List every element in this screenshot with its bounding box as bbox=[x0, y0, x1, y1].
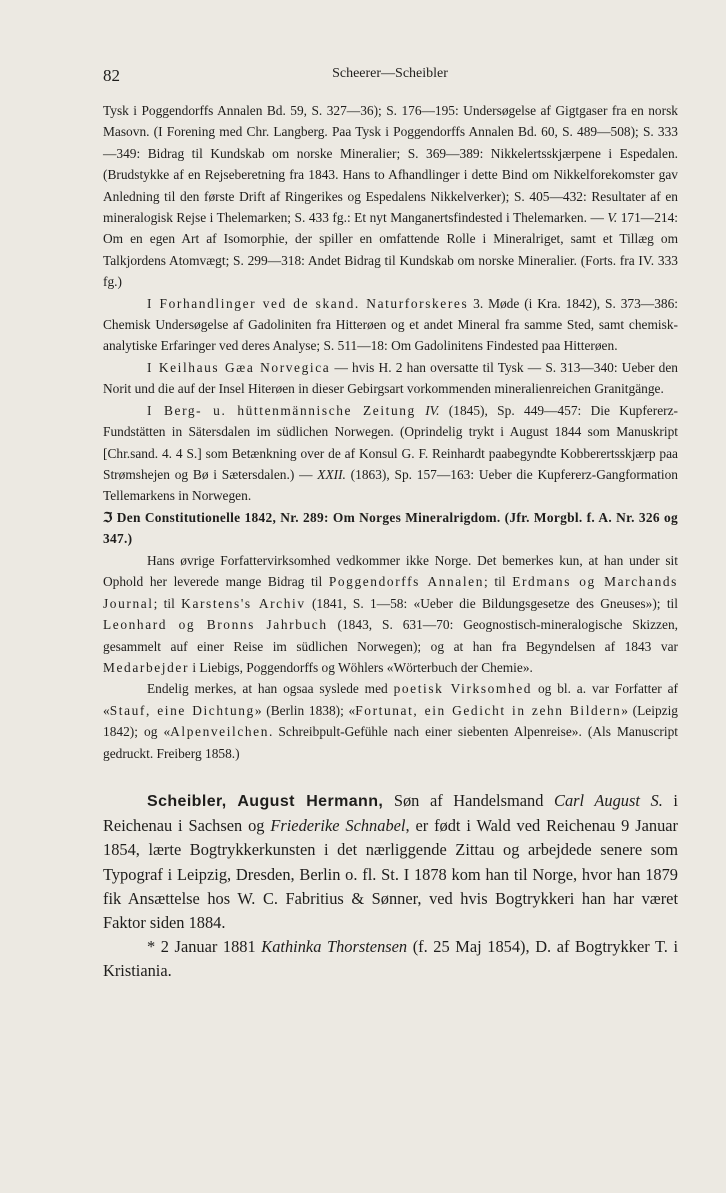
page-body bbox=[103, 100, 678, 984]
running-header bbox=[103, 66, 677, 88]
fraktur-citation: ℑ Den Constitutionelle 1842, Nr. 289: Om Norges Mineralrigdom. (Jfr. Morgbl. f. A. Nr. 326 og 347.) bbox=[103, 509, 678, 547]
running-title: Scheerer—Scheibler bbox=[332, 66, 448, 81]
mother-name: Friederike Schnabel bbox=[270, 816, 406, 836]
entry-headword: Scheibler, August Hermann, bbox=[147, 792, 384, 810]
page-number: 82 bbox=[103, 66, 120, 85]
father-name: Carl August S. bbox=[554, 790, 663, 810]
paragraph-poetic-works: Endelig merkes, at han ogsaa syslede med poetisk Virksomhed og bl. a. var Forfatter af «Stauf, eine Dichtung» (Berlin 1838); «Fortunat, ein Gedicht in zehn Bildern» (Leipzig 1842); og «Alpenveilchen. Schreibpult-Gefühle nach einer siebenten Alpenreise». (Als Manuscript gedruckt. Freiberg 1858.) bbox=[103, 681, 678, 761]
paragraph-publications-list: Tysk i Poggendorffs Annalen Bd. 59, S. 327—36); S. 176—195: Undersøgelse af Gigtgaser fra en norsk Masovn. (I Forening med Chr. Langberg. Paa Tysk i Poggendorffs Annalen Bd. 60, S. 489—508); S. 333—349: Bidrag til Kundskab om norske Mineralier; S. 369—389: Nikkelertsskjærpene i Espedalen. (Brudstykke af en Rejseberetning fra 1843. Hans to Afhandlinger i dette Bind om Nikkelforekomster gav Anledning til den første Drift af Ringerikes og Espedalens Nikkelverker); S. 405—432: Resultater af en mineralogisk Rejse i Thelemarken; S. 433 fg.: Et nyt Manganertsfindested i Thelemarken. — V. 171—214: Om en egen Art af Isomorphie, der spiller en omfattende Rolle i Mineralriget, samt et Tillæg om Talkjordens Atomvægt; S. 299—318: Andet Bidrag til Kundskab om norske Mineralier. (Forts. fra IV. 333 fg.) bbox=[103, 103, 678, 290]
paragraph-gaea-norvegica: I Keilhaus Gæa Norvegica — hvis H. 2 han oversatte til Tysk — S. 313—340: Ueber den Norit und die auf der Insel Hiterøen in dieser Gebirgsart vorkommenden mineralienreichen Granitgänge. bbox=[103, 359, 678, 397]
biography-entry-scheibler bbox=[103, 789, 678, 984]
paragraph-other-works: Hans øvrige Forfattervirksomhed vedkommer ikke Norge. Det bemerkes kun, at han under sit Ophold her leverede mange Bidrag til Poggendorffs Annalen; til Erdmans og Marchands Journal; til Karstens's Archiv (1841, S. 1—58: «Ueber die Bildungsgesetze des Gneuses»); til Leonhard og Bronns Jahrbuch (1843, S. 631—70: Geognostisch-mineralogische Skizzen, gesammelt auf einer Reise im südlichen Norwegen); og at han fra Begyndelsen af 1843 var Medarbejder i Liebigs, Poggendorffs og Wöhlers «Wörterbuch der Chemie». bbox=[103, 552, 678, 675]
entry-paragraph: Scheibler, August Hermann, Søn af Handelsmand Carl August S. i Reichenau i Sachsen og Friederike Schnabel, er født i Wald ved Reichenau 9 Januar 1854, lærte Bogtrykkerkunsten i det nærliggende Zittau og arbejdede senere som Typograf i Leipzig, Dresden, Berlin o. fl. St. I 1878 kom han til Norge, hvor han 1879 fik Ansættelse hos W. C. Fabritius & Sønner, ved hvis Bogtrykkeri han har været Faktor siden 1884. bbox=[103, 790, 678, 932]
entry-marriage: * 2 Januar 1881 Kathinka Thorstensen (f. 25 Maj 1854), D. af Bogtrykker T. i Kristiania. bbox=[103, 937, 678, 981]
spouse-name: Kathinka Thorstensen bbox=[261, 937, 408, 957]
paragraph-berg-zeitung: I Berg- u. hüttenmännische Zeitung IV. (1845), Sp. 449—457: Die Kupfererz-Fundstätten in Sätersdalen im südlichen Norwegen. (Oprindelig trykt i August 1844 som Manuskript [Chr.sand. 4. 4 S.] som Betænkning over de af Konsul G. F. Reinhardt paabegyndte Kobberertsskjærp paa Strømshejen og Bø i Sætersdalen.) — XXII. (1863), Sp. 157—163: Ueber die Kupfererz-Gangformation Tellemarkens in Norwegen. bbox=[103, 402, 679, 504]
paragraph-forhandlinger: I Forhandlinger ved de skand. Naturforskeres 3. Møde (i Kra. 1842), S. 373—386: Chemisk Undersøgelse af Gadoliniten fra Hitterøen og et andet Mineral fra samme Sted, samt chemisk-analytiske Erfaringer ved deres Analyse; S. 511—18: Om Gadolinitens Findested paa Hitterøen. bbox=[103, 295, 678, 354]
